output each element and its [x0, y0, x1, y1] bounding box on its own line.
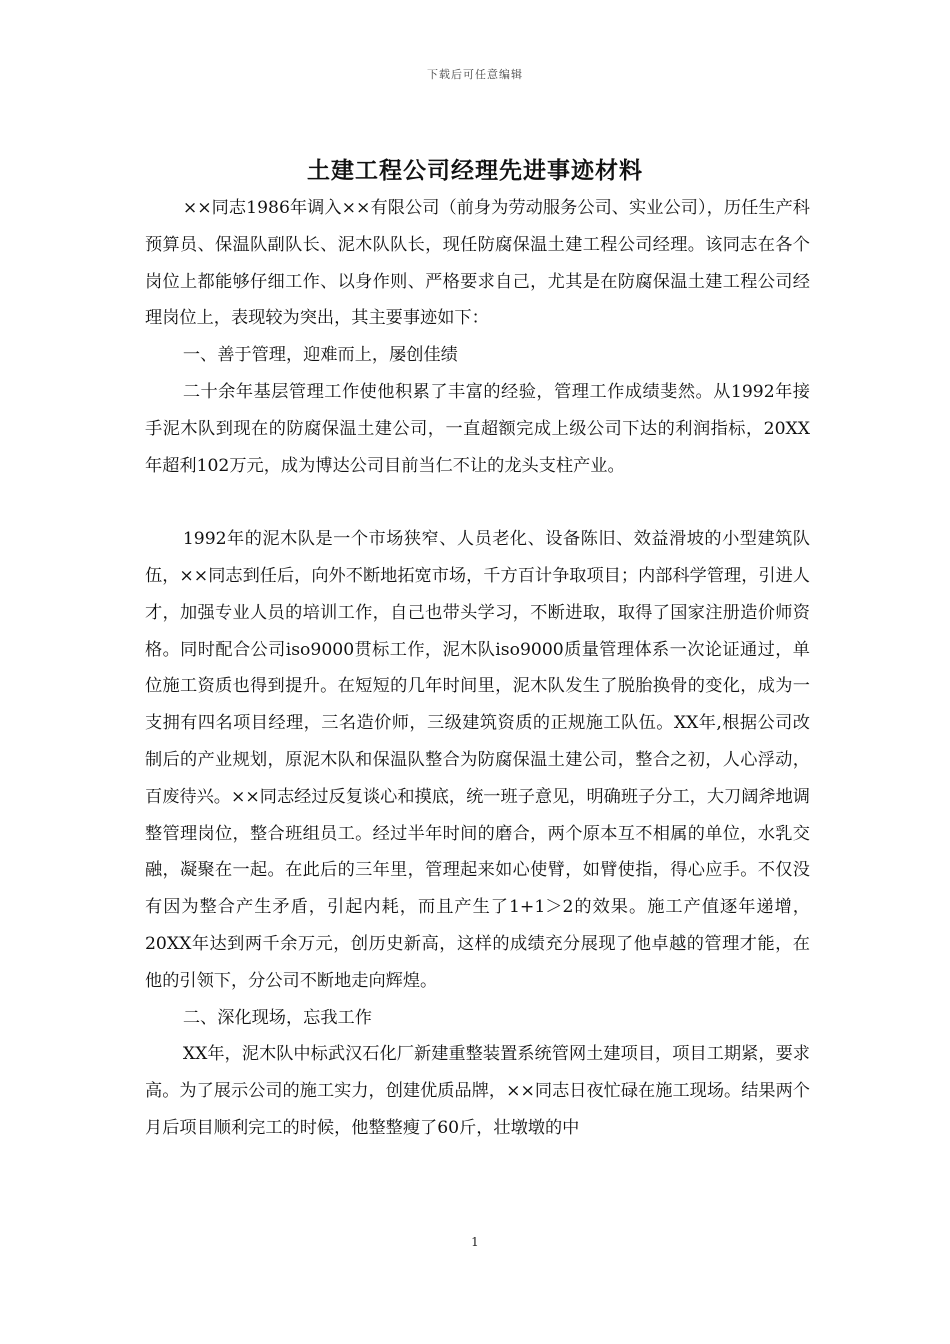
document-title: 土建工程公司经理先进事迹材料: [307, 157, 643, 184]
section-heading-1: 一、善于管理，迎难而上，屡创佳绩: [182, 345, 458, 366]
header-note: 下载后可任意编辑: [427, 68, 523, 81]
paragraph-management-detail: 1992年的泥木队是一个市场狭窄、人员老化、设备陈旧、效益滑坡的小型建筑队伍，××同志到任后，向外不断地拓宽市场，千方百计争取项目；内部科学管理，引进人才，加强专业人员的培训工作，自己也带头学习，不断进取，取得了国家注册造价师资格。同时配合公司iso9000贯标工作，泥木队iso9000质量管理体系一次论证通过，单位施工资质也得到提升。在短短的几年时间里，泥木队发生了脱胎换骨的变化，成为一支拥有四名项目经理，三名造价师，三级建筑资质的正规施工队伍。XX年,根据公司改制后的产业规划，原泥木队和保温队整合为防腐保温土建公司，整合之初，人心浮动，百废待兴。××同志经过反复谈心和摸底，统一班子意见，明确班子分工，大刀阔斧地调整管理岗位，整合班组员工。经过半年时间的磨合，两个原本互不相属的单位，水乳交融，凝聚在一起。在此后的三年里，管理起来如心使臂，如臂使指，得心应手。不仅没有因为整合产生矛盾，引起内耗，而且产生了1+1＞2的效果。施工产值逐年递增，20XX年达到两千余万元，创历史新高，这样的成绩充分展现了他卓越的管理才能，在他的引领下，分公司不断地走向辉煌。: [145, 529, 810, 991]
document-body: [145, 190, 810, 1147]
page-number: 1: [471, 1235, 479, 1249]
paragraph-management-summary: 二十余年基层管理工作使他积累了丰富的经验，管理工作成绩斐然。从1992年接手泥木队到现在的防腐保温土建公司，一直超额完成上级公司下达的利润指标，20XX年超利102万元，成为博达公司目前当仁不让的龙头支柱产业。: [145, 381, 810, 476]
paragraph-onsite-work: XX年，泥木队中标武汉石化厂新建重整装置系统管网土建项目，项目工期紧，要求高。为了展示公司的施工实力，创建优质品牌，××同志日夜忙碌在施工现场。结果两个月后项目顺利完工的时候，他整整瘦了60斤，壮墩墩的中: [145, 1044, 810, 1138]
paragraph-intro: ××同志1986年调入××有限公司（前身为劳动服务公司、实业公司），历任生产科预算员、保温队副队长、泥木队队长，现任防腐保温土建工程公司经理。该同志在各个岗位上都能够仔细工作、以身作则、严格要求自己，尤其是在防腐保温土建工程公司经理岗位上，表现较为突出，其主要事迹如下：: [145, 198, 810, 329]
section-heading-2: 二、深化现场，忘我工作: [182, 1007, 372, 1028]
